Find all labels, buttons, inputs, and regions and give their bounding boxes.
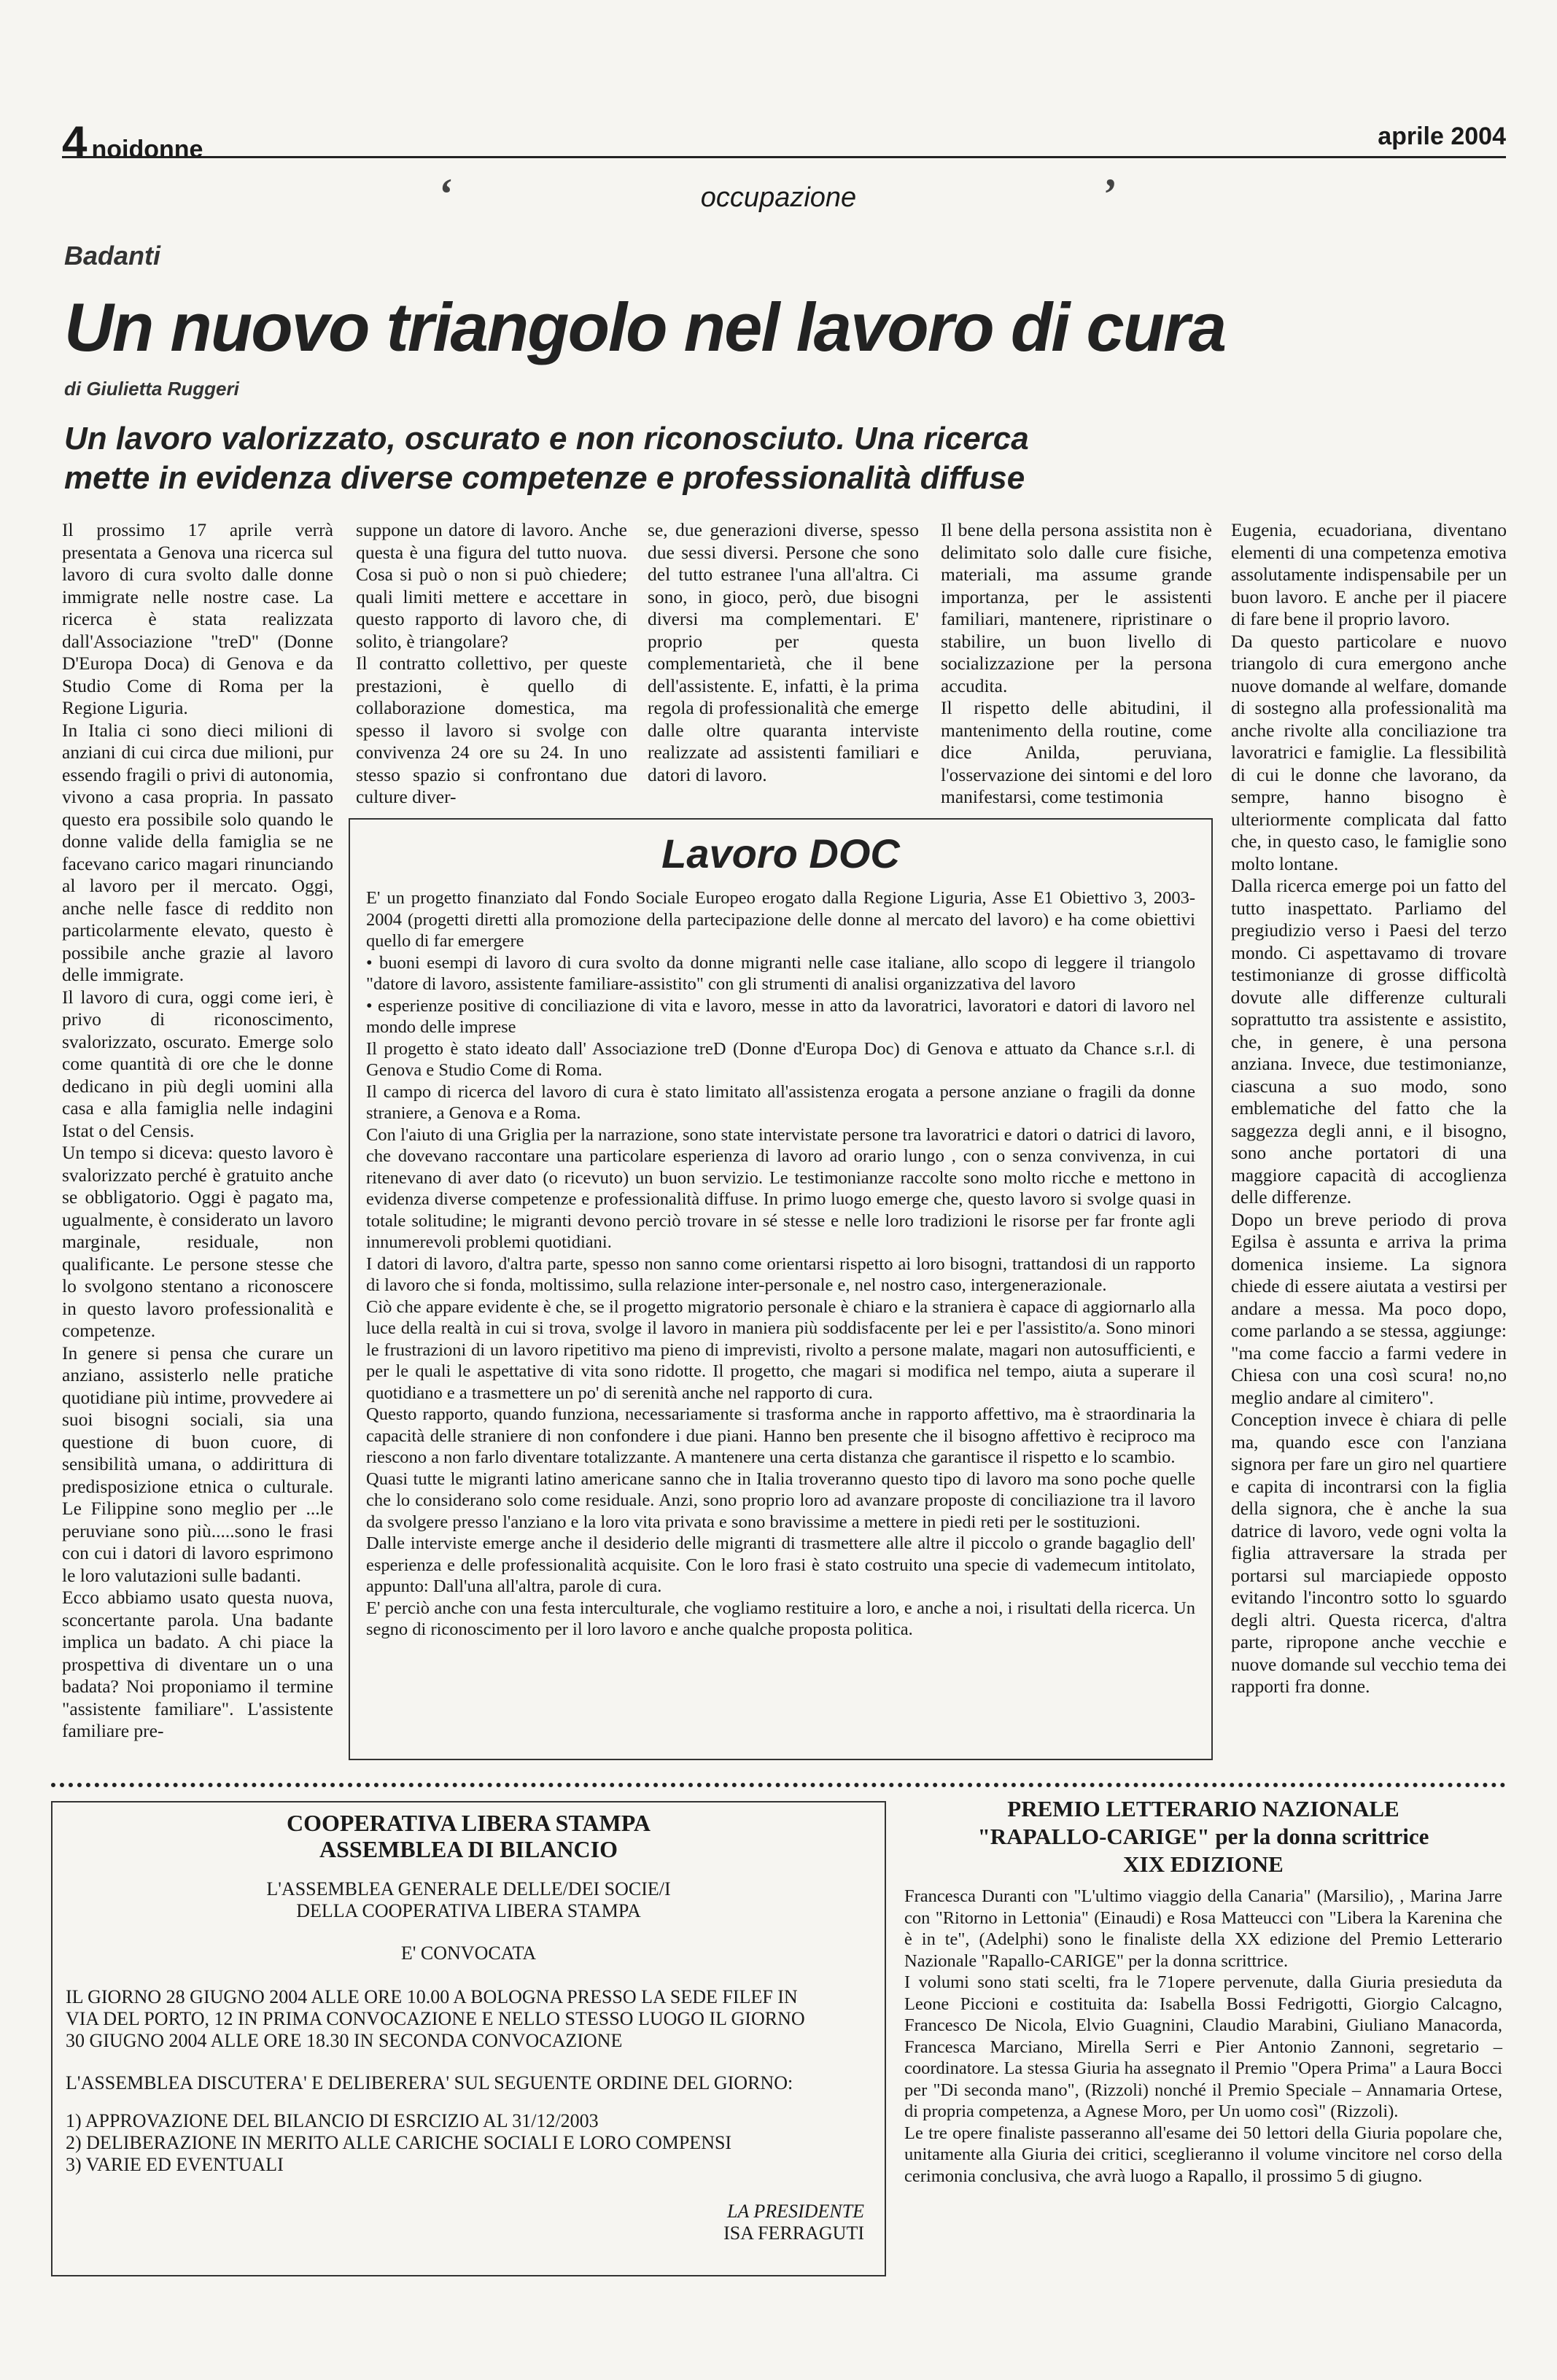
paragraph: Francesca Duranti con "L'ultimo viaggio della Canaria" (Marsilio), , Marina Jarre con "Ritorno in Lettonia" (Einaudi) e Rosa Matteucci con "Libera la Karenina che è in te", (Adelphi) sono le finaliste della XX edizione del Premio Letterario Nazionale "Rapallo-CARIGE" per la donna scrittrice.	[904, 1886, 1502, 1971]
premio-notice	[904, 1795, 1502, 2187]
article-column-2	[356, 519, 627, 809]
paragraph: E' un progetto finanziato dal Fondo Sociale Europeo erogato dalla Regione Liguria, Asse E1 Obiettivo 3, 2003-2004 (progetti diretti alla promozione della partecipazione delle donne al mercato del lavoro) e ha come obiettivi quello di far emergere	[366, 888, 1195, 951]
paragraph: Il bene della persona assistita non è delimitato solo dalle cure fisiche, materiali, ma assume grande importanza, per le assistenti familiari, mantenere, ripristinare o stabilire, un buon livello di socializzazione per la persona accudita.	[941, 519, 1212, 696]
lavoro-doc-box	[349, 818, 1213, 1760]
coop-assembly-line2: DELLA COOPERATIVA LIBERA STAMPA	[296, 1900, 641, 1921]
coop-subtitle: ASSEMBLEA DI BILANCIO	[319, 1836, 618, 1862]
article-column-5	[1231, 519, 1507, 1698]
paragraph: Il lavoro di cura, oggi come ieri, è privo di riconoscimento, svalorizzato, oscurato. Emerge solo come quantità di ore che le donne dedicano in più degli uomini alla casa e alla famiglia nelle indagini Istat o del Censis.	[62, 986, 333, 1141]
paragraph: In genere si pensa che curare un anziano, assisterlo nelle pratiche quotidiane più intime, provvedere ai suoi bisogni sociali, sia una questione di buon cuore, di sensibilità umana, o addirittura di predisposizione etnica o culturale. Le Filippine sono meglio per ...le peruviane sono più.....sono le frasi con cui i datori di lavoro esprimono le loro valutazioni sulle badanti.	[62, 1342, 333, 1586]
paragraph: Eugenia, ecuadoriana, diventano elementi di una competenza emotiva assolutamente indispensabile per un buon lavoro. E anche per il piacere di fare bene il proprio lavoro.	[1231, 519, 1507, 629]
coop-agenda-item: 2) DELIBERAZIONE IN MERITO ALLE CARICHE SOCIALI E LORO COMPENSI	[66, 2132, 732, 2153]
paragraph: Conception invece è chiara di pelle ma, quando esce con l'anziana signora per fare un giro nel quartiere e capita di incontrarsi con la figlia della signora, che è anche la sua datrice di lavoro, vede ogni volta la figlia attraversare la strada per portarsi sul marciapiede opposto evitando l'incontro sotto lo sguardo degli altri. Questa ricerca, d'altra parte, ripropone anche vecchie e nuove domande sul vecchio tema dei rapporti fra donne.	[1231, 1409, 1507, 1697]
paragraph: I datori di lavoro, d'altra parte, spesso non sanno come orientarsi rispetto ai loro bisogni, trattandosi di un rapporto di lavoro che si fonda, moltissimo, sulla relazione inter-personale e, nel nostro caso, intergenerazionale.	[366, 1253, 1195, 1295]
coop-agenda-intro: L'ASSEMBLEA DISCUTERA' E DELIBERERA' SUL SEGUENTE ORDINE DEL GIORNO:	[66, 2072, 793, 2093]
paragraph: Questo rapporto, quando funziona, necessariamente si trasforma anche in rapporto affettivo, ma è straordinaria la capacità delle straniere di non confondere i due piani. Hanno ben presente che il bisogno affettivo è reciproco ma riescono a non farlo diventare totalizzante. A mantenere una certa distanza che garantisce il rispetto e lo scambio.	[366, 1404, 1195, 1467]
paragraph: Le tre opere finaliste passeranno all'esame dei 50 lettori della Giuria popolare che, unitamente alla Giuria dei critici, sceglieranno il volume vincitore nel corso della cerimonia conclusiva, che avrà luogo a Rapallo, il prossimo 5 di giugno.	[904, 2123, 1502, 2186]
paragraph: Ecco abbiamo usato questa nuova, sconcertante parola. Una badante implica un badato. A chi piace la prospettiva di diventare un o una badata? Noi proponiamo il termine "assistente familiare". L'assistente familiare pre-	[62, 1587, 333, 1741]
open-quote-icon: ‘	[438, 170, 452, 218]
header-rule	[62, 156, 1506, 158]
coop-agenda-item: 3) VARIE ED EVENTUALI	[66, 2154, 284, 2175]
article-column-3	[648, 519, 919, 786]
coop-notice-box	[51, 1801, 886, 2276]
section-title: occupazione	[700, 182, 857, 213]
dotted-divider	[51, 1783, 1506, 1787]
paragraph: Il contratto collettivo, per queste prestazioni, è quello di collaborazione domestica, ma spesso il lavoro si svolge con convivenza 24 ore su 24. In uno stesso spazio si confrontano due culture diver-	[356, 653, 627, 807]
article-subhead: Un lavoro valorizzato, oscurato e non riconosciuto. Una ricerca mette in evidenza diverse competenze e professionalità diffuse	[64, 421, 1029, 496]
article-column-4	[941, 519, 1212, 809]
coop-assembly-line1: L'ASSEMBLEA GENERALE DELLE/DEI SOCIE/I	[266, 1878, 671, 1899]
page-number: 4	[62, 117, 86, 168]
paragraph: In Italia ci sono dieci milioni di anziani di cui circa due milioni, pur essendo fragili o privi di autonomia, vivono a casa propria. In passato questo era possibile solo quando le donne valide della famiglia se ne facevano carico magari rinunciando al lavoro per il mercato. Oggi, anche nelle fasce di reddito non particolarmente elevato, questo è possibile anche grazie al lavoro delle immigrate.	[62, 719, 333, 985]
paragraph: Dopo un breve periodo di prova Egilsa è assunta e arriva la prima domenica insieme. La signora chiede di essere aiutata a vestirsi per andare a messa. Ma poco dopo, come parlando a se stessa, aggiunge: "ma come faccio a farmi vedere in Chiesa con una così scura! no,no meglio andare al cimitero".	[1231, 1208, 1507, 1408]
close-quote-icon: ’	[1101, 170, 1116, 218]
article-kicker: Badanti	[64, 241, 161, 271]
premio-body	[904, 1886, 1502, 2187]
paragraph: Da questo particolare e nuovo triangolo di cura emergono anche nuove domande al welfare, domande di sostegno alla professionalità ma anche rivolte alla conciliazione tra lavoratrici e famiglie. La flessibilità di cui le donne che lavorano, da sempre, hanno bisogno è ulteriormente complicata dal fatto che, in questo caso, le famiglie sono molto lontane.	[1231, 630, 1507, 874]
paragraph: E' perciò anche con una festa interculturale, che vogliamo restituire a loro, e anche a noi, i risultati della ricerca. Un segno di riconoscimento per il loro lavoro e anche qualche proposta politica.	[366, 1598, 1195, 1639]
paragraph: Il campo di ricerca del lavoro di cura è stato limitato all'assistenza erogata a persone anziane o fragili da donne straniere, a Genova e a Roma.	[366, 1081, 1195, 1123]
coop-when-line3: 30 GIUGNO 2004 ALLE ORE 18.30 IN SECONDA CONVOCAZIONE	[66, 2030, 623, 2051]
paragraph: Il rispetto delle abitudini, il mantenimento della routine, come dice Anilda, peruviana, l'osservazione dei sintomi e del loro manifestarsi, come testimonia	[941, 697, 1212, 807]
issue-date: aprile 2004	[1378, 122, 1506, 150]
coop-signature-name: ISA FERRAGUTI	[723, 2222, 864, 2244]
publication-name: noidonne	[91, 136, 203, 163]
paragraph: se, due generazioni diverse, spesso due sessi diversi. Persone che sono del tutto estranee l'una all'altra. Ci sono, in gioco, però, due bisogni diversi ma complementari. E' proprio per questa complementarietà, che il bene dell'assistente. E, infatti, è la prima regola di professionalità che emerge dalle oltre quaranta interviste realizzate ad assistenti familiari e datori di lavoro.	[648, 519, 919, 785]
coop-when-line1: IL GIORNO 28 GIUGNO 2004 ALLE ORE 10.00 A BOLOGNA PRESSO LA SEDE FILEF IN	[66, 1986, 798, 2007]
paragraph: Dalla ricerca emerge poi un fatto del tutto inaspettato. Parliamo del pregiudizio verso i Paesi del terzo mondo. Ci aspettavamo di trovare testimonianze di grosse difficoltà dovute alle differenze culturali soprattutto tra assistente e assistito, che, in genere, è una persona anziana. Invece, due testimonianze, ciascuna a suo modo, sono emblematiche del fatto che la saggezza degli anni, e il bisogno, sono anche portatori di una maggiore capacità di accoglienza delle differenze.	[1231, 875, 1507, 1208]
coop-convocata: E' CONVOCATA	[400, 1942, 537, 1964]
paragraph: Un tempo si diceva: questo lavoro è svalorizzato perché è gratuito anche se obbligatorio. Oggi è pagato ma, ugualmente, è considerato un lavoro marginale, residuale, non qualificante. Le persone stesse che lo svolgono stentano a riconoscere in questo lavoro professionalità e competenze.	[62, 1142, 333, 1341]
coop-agenda-item: 1) APPROVAZIONE DEL BILANCIO DI ESRCIZIO AL 31/12/2003	[66, 2110, 599, 2131]
paragraph: Con l'aiuto di una Griglia per la narrazione, sono state intervistate persone tra lavoratrici e datori o datrici di lavoro, che dovevano raccontare una particolare esperienza di lavoro ad orario lungo , con o senza convivenza, in cui ritenevano di aver dato (o ricevuto) un buon servizio. Le testimonianze raccolte sono molto ricche e mettono in evidenza diverse competenze e professionalità diffuse. In primo luogo emerge che, questo lavoro si svolge quasi in totale solitudine; le migranti devono perciò trovare in sé stesse e nelle loro tradizioni le risorse per far fronte agli innumerevoli problemi quotidiani.	[366, 1124, 1195, 1252]
coop-when-line2: VIA DEL PORTO, 12 IN PRIMA CONVOCAZIONE E NELLO STESSO LUOGO IL GIORNO	[66, 2008, 805, 2029]
paragraph: I volumi sono stati scelti, fra le 71opere pervenute, dalla Giuria presieduta da Leone Piccioni e costituita da: Isabella Bossi Fedrigotti, Giorgio Calcagno, Francesco De Nicola, Elvio Guagnini, Claudio Marabini, Giuliano Manacorda, Francesca Marciano, Mirella Serri e Pier Antonio Zannoni, segretario – coordinatore. La stessa Giuria ha assegnato il Premio "Opera Prima" a Laura Bocci per "Di seconda mano", (Rizzoli) nonché il Premio Speciale – Annamaria Ortese, di propria competenza, a Agnese Moro, per Un uomo così" (Rizzoli).	[904, 1972, 1502, 2121]
article-headline: Un nuovo triangolo nel lavoro di cura	[64, 289, 1226, 365]
paragraph: suppone un datore di lavoro. Anche questa è una figura del tutto nuova. Cosa si può o non si può chiedere; quali limiti mettere e accettare in questo rapporto di lavoro che, di solito, è triangolare?	[356, 519, 627, 652]
paragraph: Dalle interviste emerge anche il desiderio delle migranti di trasmettere alle altre il piccolo o grande bagaglio dell' esperienza e delle professionalità acquisite. Con le loro frasi è stato costruito una specie di vademecum intitolato, appunto: Dall'una all'altra, parole di cura.	[366, 1533, 1195, 1596]
section-label	[0, 170, 1557, 218]
paragraph: • esperienze positive di conciliazione di vita e lavoro, messe in atto da lavoratrici, lavoratori e datori di lavoro nel mondo delle imprese	[366, 995, 1195, 1037]
box-title: Lavoro DOC	[661, 831, 900, 876]
paragraph: Quasi tutte le migranti latino americane sanno che in Italia troveranno questo tipo di lavoro ma sono poche quelle che lo considerano solo come residuale. Anzi, sono proprio loro ad avanzare proposte di conciliazione tra il lavoro da svolgere presso l'anziano e la loro vita privata e sono bravissime a mettere in piedi reti per le sostituzioni.	[366, 1469, 1195, 1532]
page-header-left	[62, 117, 203, 168]
premio-edition: XIX EDIZIONE	[1123, 1851, 1284, 1877]
premio-subtitle: "RAPALLO-CARIGE" per la donna scrittrice	[977, 1824, 1429, 1849]
paragraph: Il progetto è stato ideato dall' Associazione treD (Donne d'Europa Doc) di Genova e attuato da Chance s.r.l. di Genova e Studio Come di Roma.	[366, 1038, 1195, 1080]
paragraph: • buoni esempi di lavoro di cura svolto da donne migranti nelle case italiane, allo scopo di leggere il triangolo "datore di lavoro, assistente familiare-assistito" con gli strumenti di analisi organizzativa del lavoro	[366, 952, 1195, 994]
article-byline: di Giulietta Ruggeri	[64, 378, 239, 400]
article-column-1	[62, 519, 333, 1743]
paragraph: Ciò che appare evidente è che, se il progetto migratorio personale è chiaro e la straniera è capace di aggiornarlo alla luce della realtà in cui si trova, svolge il lavoro in maniera più soddisfacente per lei e per l'assistito/a. Sono minori le frustrazioni di un lavoro ripetitivo ma pieno di imprevisti, rivolto a persone malate, magari non autosufficienti, e per le quali le aspettative di vita sono ridotte. Il progetto, che magari si modifica nel tempo, aiuta a superare il quotidiano e a trasmettere un po' di serenità anche nel rapporto di cura.	[366, 1296, 1195, 1403]
coop-title: COOPERATIVA LIBERA STAMPA	[286, 1810, 651, 1836]
premio-title: PREMIO LETTERARIO NAZIONALE	[1007, 1796, 1399, 1821]
box-body	[366, 887, 1195, 1641]
paragraph: Il prossimo 17 aprile verrà presentata a Genova una ricerca sul lavoro di cura svolto dalle donne immigrate nelle nostre case. La ricerca è stata realizzata dall'Associazione "treD" (Donne D'Europa Doca) di Genova e da Studio Come di Roma per la Regione Liguria.	[62, 519, 333, 718]
coop-signature-role: LA PRESIDENTE	[726, 2201, 864, 2222]
